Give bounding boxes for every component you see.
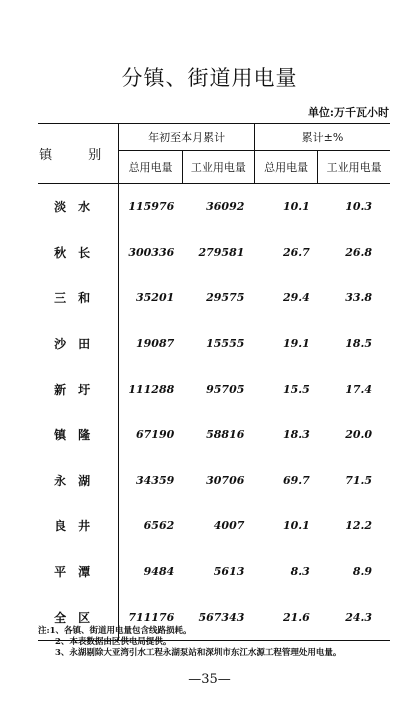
table-row (38, 458, 390, 504)
industry-pct-cell: 10.3 (345, 200, 372, 214)
total-pct-cell: 21.6 (254, 594, 317, 640)
town-cell: 新圩 (38, 366, 119, 412)
change-group-header: 累计±% (254, 124, 390, 151)
industry-cell: 15555 (206, 337, 245, 351)
industry-cell: 4007 (213, 519, 245, 533)
total-cell: 35201 (135, 291, 175, 305)
industry-pct-cell: 8.9 (352, 565, 372, 579)
total-pct-cell: 10.1 (283, 200, 310, 214)
town-column-header: 镇 别 (38, 124, 119, 184)
industry-pct-column-header: 工业用电量 (318, 151, 390, 184)
total-cell: 111288 (128, 382, 175, 396)
total-pct-cell: 18.3 (283, 428, 310, 442)
industry-pct-cell: 17.4 (345, 382, 372, 396)
table-row (38, 321, 390, 367)
total-cell: 6562 (143, 519, 175, 533)
industry-column-header: 工业用电量 (182, 151, 254, 184)
electricity-table (38, 123, 390, 641)
total-cell: 67190 (135, 428, 175, 442)
cumulative-group-header: 年初至本月累计 (119, 124, 255, 151)
total-cell: 19087 (135, 337, 175, 351)
town-cell: 镇隆 (38, 412, 119, 458)
town-cell: 永湖 (38, 458, 119, 504)
industry-cell: 567343 (182, 594, 254, 640)
total-column-header: 总用电量 (119, 151, 182, 184)
table-row (38, 184, 390, 230)
industry-pct-cell: 26.8 (345, 245, 372, 259)
unit-label: 单位:万千瓦小时 (307, 106, 389, 119)
total-cell: 711176 (119, 594, 182, 640)
town-cell: 秋长 (38, 230, 119, 276)
footnote: 3、永湖剔除大亚湾引水工程永湖泵站和深圳市东江水源工程管理处用电量。 (55, 648, 342, 658)
total-cell: 115976 (128, 200, 175, 214)
page-title: 分镇、街道用电量 (121, 66, 298, 90)
total-pct-cell: 19.1 (283, 337, 310, 351)
total-cell: 300336 (128, 245, 175, 259)
industry-cell: 29575 (206, 291, 245, 305)
town-cell: 淡水 (38, 184, 119, 230)
total-pct-cell: 69.7 (283, 473, 310, 487)
town-cell: 平潭 (38, 549, 119, 595)
footnote: 2、本表数据由区供电局提供。 (55, 637, 172, 647)
total-pct-column-header: 总用电量 (254, 151, 317, 184)
industry-cell: 58816 (206, 428, 245, 442)
town-cell: 三和 (38, 275, 119, 321)
table-row (38, 275, 390, 321)
page-number: —35— (188, 672, 231, 687)
table-row (38, 412, 390, 458)
table-row (38, 230, 390, 276)
total-pct-cell: 26.7 (283, 245, 310, 259)
table-row (38, 503, 390, 549)
industry-pct-cell: 12.2 (345, 519, 372, 533)
total-pct-cell: 29.4 (283, 291, 310, 305)
total-pct-cell: 10.1 (283, 519, 310, 533)
industry-cell: 5613 (213, 565, 245, 579)
industry-cell: 30706 (206, 473, 245, 487)
total-pct-cell: 15.5 (283, 382, 310, 396)
total-cell: 9484 (143, 565, 175, 579)
industry-pct-cell: 33.8 (345, 291, 372, 305)
total-cell: 34359 (135, 473, 175, 487)
footnotes (38, 626, 341, 659)
industry-pct-cell: 24.3 (318, 594, 390, 640)
town-cell: 沙田 (38, 321, 119, 367)
industry-cell: 95705 (206, 382, 245, 396)
footnote: 注:1、各镇、街道用电量包含线路损耗。 (38, 626, 192, 636)
industry-pct-cell: 18.5 (345, 337, 372, 351)
total-pct-cell: 8.3 (290, 565, 310, 579)
industry-pct-cell: 20.0 (345, 428, 372, 442)
industry-pct-cell: 71.5 (345, 473, 372, 487)
table-row (38, 549, 390, 595)
industry-cell: 36092 (206, 200, 245, 214)
town-cell: 全区 (38, 594, 119, 640)
industry-cell: 279581 (198, 245, 245, 259)
town-cell: 良井 (38, 503, 119, 549)
table-row (38, 366, 390, 412)
